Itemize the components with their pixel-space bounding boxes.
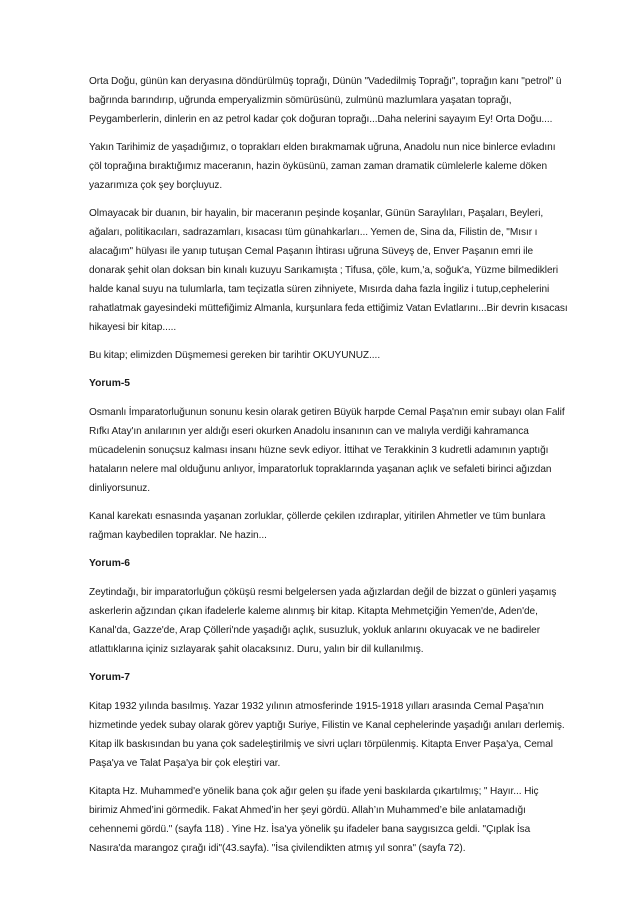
paragraph-bu-kitap: Bu kitap; elimizden Düşmemesi gereken bir tarihtir OKUYUNUZ.... [89, 350, 381, 361]
paragraph-hz-muhammed: Kitapta Hz. Muhammed'e yönelik bana çok ağır gelen şu ifade yeni baskılarda çıkartılmış; " Hayır... Hiç birimiz Ahmed’ini görmedik. Fakat Ahmed’in her şeyi gördü. Allah’ın Muhammed’e bile anlatamadığı cehennemi gördü." (sayfa 118) . Yine Hz. İsa'ya yönelik şu ifadeler bana saygısızca geldi. "Çıplak İsa Nasıra'da marangoz çırağı idi"(43.sayfa). "İsa çivilendikten atmış yıl sonra" (sayfa 72). [89, 786, 539, 854]
heading-yorum-6: Yorum-6 [89, 558, 131, 569]
paragraph-orta-dogu: Orta Doğu, günün kan deryasına döndürülmüş toprağı, Dünün "Vadedilmiş Toprağı", toprağın kanı "petrol" ü bağrında barındırıp, uğrunda emperyalizmin sömürüsünü, zulmünü mazlumlara yaşatan toprağı, Peygamberlerin, dinlerin en az petrol kadar çok doğuran toprağı...Daha nelerini sayayım Ey! Orta Doğu.... [89, 76, 562, 125]
paragraph-yakin-tarih: Yakın Tarihimiz de yaşadığımız, o toprakları elden bırakmamak uğruna, Anadolu nun nice binlerce evladını çöl toprağına bıraktığımız maceranın, hazin öyküsünü, zaman zaman dramatik cümlelerle kaleme döken yazarımıza çok şey borçluyuz. [89, 142, 556, 191]
paragraph-osmanli: Osmanlı İmparatorluğunun sonunu kesin olarak getiren Büyük harpde Cemal Paşa'nın emir subayı olan Falif Rıfkı Atay'ın anılarının yer aldığı eseri okurken Anadolu insanının can ve malıyla verdiği kahramanca mücadelenin sonuçsuz kalması insanı hüzne sevk ediyor. İttihat ve Terakkinin 3 kudretli adamının yaptığı hataların nelere mal olduğunu anlıyor, İmparatorluk topraklarında yaşanan açlık ve sefaleti birinci ağızdan dinliyorsunuz. [89, 407, 565, 494]
paragraph-kanal-karekati: Kanal karekatı esnasında yaşanan zorluklar, çöllerde çekilen ızdıraplar, yitirilen Ahmetler ve tüm bunlara rağman kaybedilen topraklar. Ne hazin... [89, 511, 546, 541]
heading-yorum-5: Yorum-5 [89, 378, 131, 389]
heading-yorum-7: Yorum-7 [89, 672, 131, 683]
paragraph-zeytindagi: Zeytindağı, bir imparatorluğun çöküşü resmi belgelersen yada ağızlardan değil de bizzat o günleri yaşamış askerlerin ağzından çıkan ifadelerle kaleme alınmış bir kitap. Kitapta Mehmetçiğin Yemen'de, Aden'de, Kanal'da, Gazze'de, Arap Çölleri'nde yaşadığı açlık, susuzluk, yokluk anlarını okuyacak ve ne badireler atlattıklarına içiniz sızlayarak şahit olacaksınız. Duru, yalın bir dil kullanılmış. [89, 587, 557, 655]
paragraph-olmayacak-dua: Olmayacak bir duanın, bir hayalin, bir maceranın peşinde koşanlar, Günün Saraylıları, Paşaları, Beyleri, ağaları, politikacıları, sadrazamları, kısacası tüm günahkarları... Yemen de, Sina da, Filistin de, "Mısır ı alacağım" hülyası ile yanıp tutuşan Cemal Paşanın İhtirası uğruna Süveyş de, Enver Paşanın emri ile donarak şehit olan doksan bin kınalı kuzuyu Sarıkamışta ; Tifusa, çöle, kum,'a, soğuk'a, Yüzme bilmedikleri halde kanal suyu na tulumlarla, tam teçizatla süren zihniyete, Mısırda daha fazla İngiliz i tutup,cephelerini rahatlatmak gayesindeki müttefiğimiz Almanla, kurşunlara feda ettiğimiz Vatan Evlatlarını...Bir devrin kısacası hikayesi bir kitap..... [89, 208, 568, 333]
paragraph-kitap-1932: Kitap 1932 yılında basılmış. Yazar 1932 yılının atmosferinde 1915-1918 yılları arasında Cemal Paşa'nın hizmetinde yedek subay olarak görev yaptığı Suriye, Filistin ve Kanal cephelerinde yaşadığı anıları derlemiş. Kitap ilk baskısından bu yana çok sadeleştirilmiş ve sivri uçları törpülenmiş. Kitapta Enver Paşa'ya, Cemal Paşa'ya ve Talat Paşa'ya bir çok eleştiri var. [89, 701, 565, 769]
